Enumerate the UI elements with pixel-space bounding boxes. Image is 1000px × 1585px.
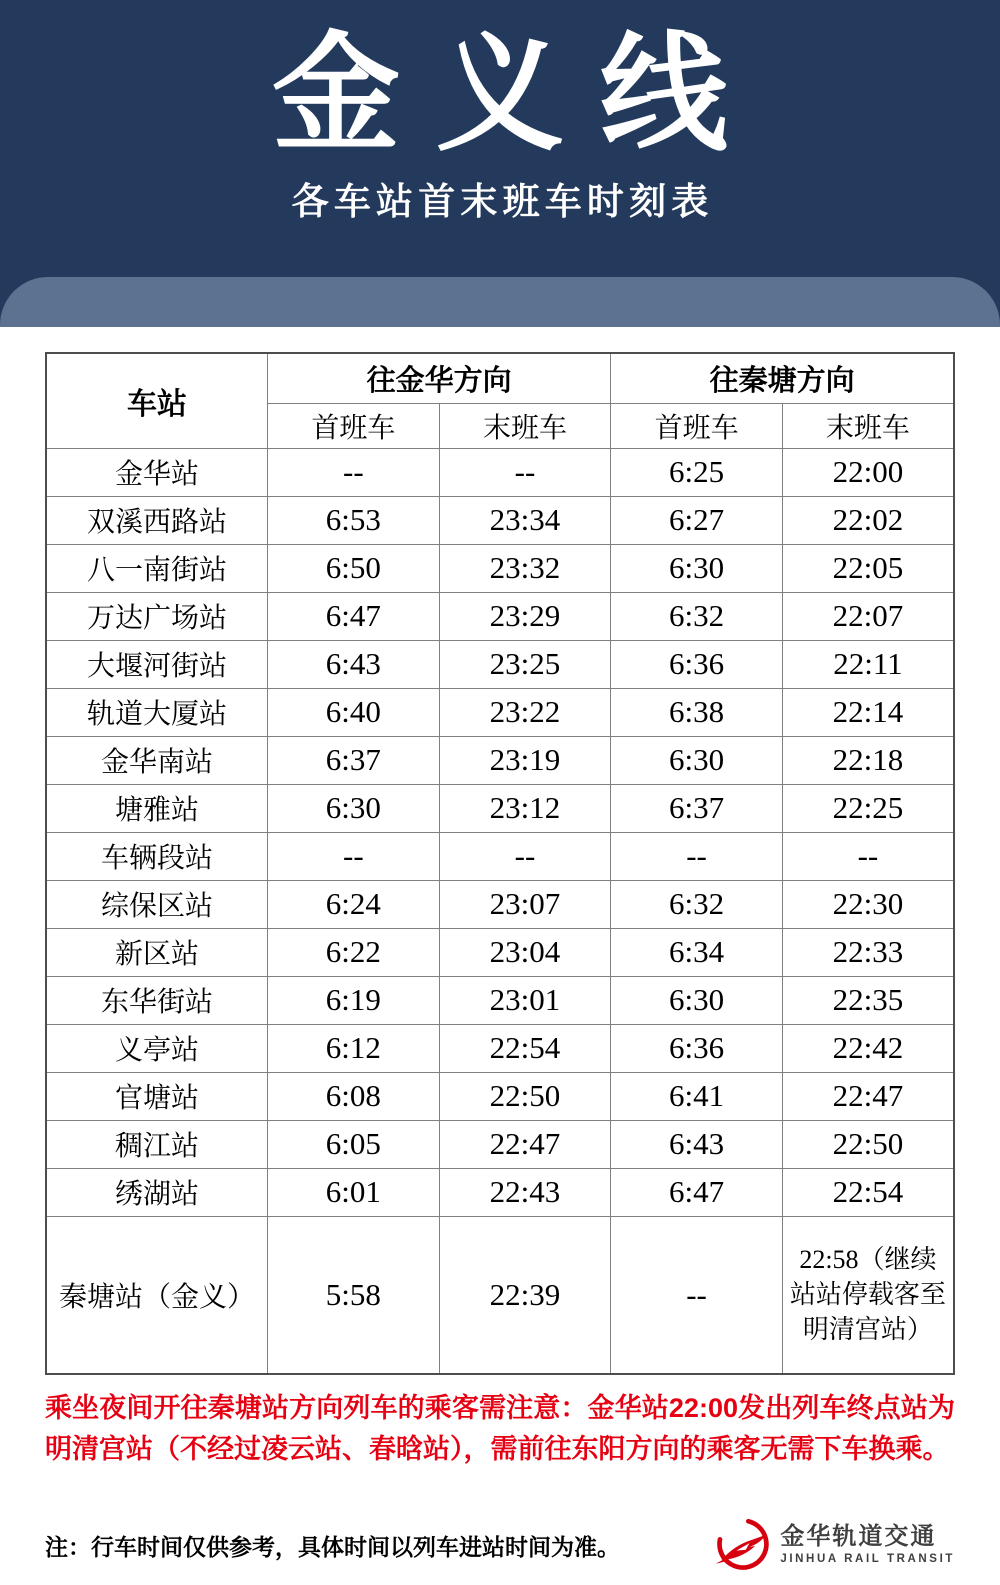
- logo-chinese-name: 金华轨道交通: [780, 1523, 937, 1551]
- time-cell: 6:41: [611, 1072, 783, 1120]
- poster-header: [0, 0, 1000, 327]
- table-row: [46, 1168, 954, 1216]
- timetable-body: [46, 448, 954, 1374]
- direction-header-jinhua: 往金华方向: [268, 353, 611, 403]
- subheader-qintang-last: 末班车: [782, 403, 954, 448]
- time-cell: 6:22: [268, 928, 440, 976]
- time-cell: 23:19: [439, 736, 611, 784]
- station-cell: 秦塘站（金义）: [46, 1216, 268, 1374]
- time-cell: 23:29: [439, 592, 611, 640]
- station-cell: 万达广场站: [46, 592, 268, 640]
- time-cell: 22:30: [782, 880, 954, 928]
- time-cell: 22:02: [782, 496, 954, 544]
- time-cell: 6:19: [268, 976, 440, 1024]
- time-cell: 22:43: [439, 1168, 611, 1216]
- time-cell: 6:30: [268, 784, 440, 832]
- time-cell: 6:12: [268, 1024, 440, 1072]
- time-cell: 23:34: [439, 496, 611, 544]
- subheader-qintang-first: 首班车: [611, 403, 783, 448]
- time-cell: 6:47: [268, 592, 440, 640]
- table-row: [46, 688, 954, 736]
- time-cell: 22:05: [782, 544, 954, 592]
- night-service-notice: 乘坐夜间开往秦塘站方向列车的乘客需注意：金华站22:00发出列车终点站为明清宫站（不经过凌云站、春晗站），需前往东阳方向的乘客无需下车换乘。: [45, 1393, 955, 1464]
- time-cell: 6:47: [611, 1168, 783, 1216]
- station-cell: 金华南站: [46, 736, 268, 784]
- time-cell: 23:32: [439, 544, 611, 592]
- time-cell: 22:39: [439, 1216, 611, 1374]
- time-cell: 22:50: [782, 1120, 954, 1168]
- time-cell: --: [268, 448, 440, 496]
- station-cell: 车辆段站: [46, 832, 268, 880]
- table-row: [46, 1072, 954, 1120]
- station-cell: 塘雅站: [46, 784, 268, 832]
- station-cell: 义亭站: [46, 1024, 268, 1072]
- time-cell: 6:08: [268, 1072, 440, 1120]
- time-cell: 22:25: [782, 784, 954, 832]
- time-cell: 6:36: [611, 1024, 783, 1072]
- table-row: [46, 1024, 954, 1072]
- time-cell: 6:38: [611, 688, 783, 736]
- operator-logo: [712, 1515, 955, 1575]
- poster-subtitle: 各车站首末班车时刻表: [291, 181, 714, 223]
- table-row: [46, 784, 954, 832]
- time-cell: 6:24: [268, 880, 440, 928]
- station-cell: 新区站: [46, 928, 268, 976]
- table-row: [46, 880, 954, 928]
- time-cell: 22:54: [439, 1024, 611, 1072]
- time-cell: 6:37: [611, 784, 783, 832]
- time-cell: 6:01: [268, 1168, 440, 1216]
- table-row: [46, 592, 954, 640]
- time-cell: --: [268, 832, 440, 880]
- table-row: [46, 544, 954, 592]
- time-cell: 6:40: [268, 688, 440, 736]
- station-cell: 绣湖站: [46, 1168, 268, 1216]
- time-cell: 22:18: [782, 736, 954, 784]
- station-cell: 东华街站: [46, 976, 268, 1024]
- table-row: [46, 976, 954, 1024]
- first-last-train-table: [45, 352, 955, 1375]
- station-cell: 官塘站: [46, 1072, 268, 1120]
- time-cell: 6:25: [611, 448, 783, 496]
- time-cell: 6:36: [611, 640, 783, 688]
- time-cell: --: [439, 832, 611, 880]
- time-cell: 6:50: [268, 544, 440, 592]
- station-cell: 稠江站: [46, 1120, 268, 1168]
- logo-wordmark: [780, 1524, 955, 1565]
- time-cell: 22:54: [782, 1168, 954, 1216]
- time-cell: 6:43: [611, 1120, 783, 1168]
- time-cell: 6:34: [611, 928, 783, 976]
- time-cell: 6:53: [268, 496, 440, 544]
- table-row: [46, 640, 954, 688]
- time-cell: 22:00: [782, 448, 954, 496]
- time-cell: 22:33: [782, 928, 954, 976]
- time-cell: 6:32: [611, 880, 783, 928]
- time-cell: --: [611, 1216, 783, 1374]
- time-cell: 22:47: [439, 1120, 611, 1168]
- time-cell: 23:22: [439, 688, 611, 736]
- time-cell: --: [439, 448, 611, 496]
- table-row: [46, 736, 954, 784]
- table-row: [46, 928, 954, 976]
- jinhua-rail-transit-logo-icon: [712, 1515, 772, 1575]
- table-row: [46, 1216, 954, 1374]
- poster-footer: [45, 1515, 955, 1575]
- station-cell: 金华站: [46, 448, 268, 496]
- time-cell: 23:01: [439, 976, 611, 1024]
- station-cell: 轨道大厦站: [46, 688, 268, 736]
- header-rounded-band: [0, 277, 1000, 327]
- subheader-jinhua-first: 首班车: [268, 403, 440, 448]
- time-cell: 23:25: [439, 640, 611, 688]
- time-cell: 22:58（继续站站停载客至明清宫站）: [782, 1216, 954, 1374]
- time-cell: 6:30: [611, 976, 783, 1024]
- time-cell: 6:27: [611, 496, 783, 544]
- table-row: [46, 832, 954, 880]
- station-cell: 综保区站: [46, 880, 268, 928]
- station-cell: 双溪西路站: [46, 496, 268, 544]
- reference-note: 注：行车时间仅供参考，具体时间以列车进站时间为准。: [45, 1533, 620, 1560]
- station-cell: 大堰河街站: [46, 640, 268, 688]
- time-cell: 22:07: [782, 592, 954, 640]
- time-cell: 6:32: [611, 592, 783, 640]
- subheader-jinhua-last: 末班车: [439, 403, 611, 448]
- time-cell: 23:04: [439, 928, 611, 976]
- time-cell: 22:14: [782, 688, 954, 736]
- time-cell: --: [782, 832, 954, 880]
- time-cell: 6:30: [611, 544, 783, 592]
- time-cell: 22:47: [782, 1072, 954, 1120]
- logo-english-name: JINHUA RAIL TRANSIT: [780, 1552, 955, 1565]
- time-cell: 22:11: [782, 640, 954, 688]
- table-header-row-directions: [46, 353, 954, 403]
- time-cell: 5:58: [268, 1216, 440, 1374]
- table-row: [46, 448, 954, 496]
- time-cell: --: [611, 832, 783, 880]
- time-cell: 6:37: [268, 736, 440, 784]
- time-cell: 6:05: [268, 1120, 440, 1168]
- time-cell: 23:07: [439, 880, 611, 928]
- line-title: 金义线: [272, 24, 764, 166]
- station-cell: 八一南街站: [46, 544, 268, 592]
- time-cell: 6:43: [268, 640, 440, 688]
- direction-header-qintang: 往秦塘方向: [611, 353, 954, 403]
- time-cell: 22:50: [439, 1072, 611, 1120]
- table-row: [46, 1120, 954, 1168]
- poster-body: [0, 327, 1000, 1575]
- time-cell: 22:42: [782, 1024, 954, 1072]
- table-row: [46, 496, 954, 544]
- station-column-header: 车站: [46, 353, 268, 448]
- time-cell: 6:30: [611, 736, 783, 784]
- time-cell: 22:35: [782, 976, 954, 1024]
- time-cell: 23:12: [439, 784, 611, 832]
